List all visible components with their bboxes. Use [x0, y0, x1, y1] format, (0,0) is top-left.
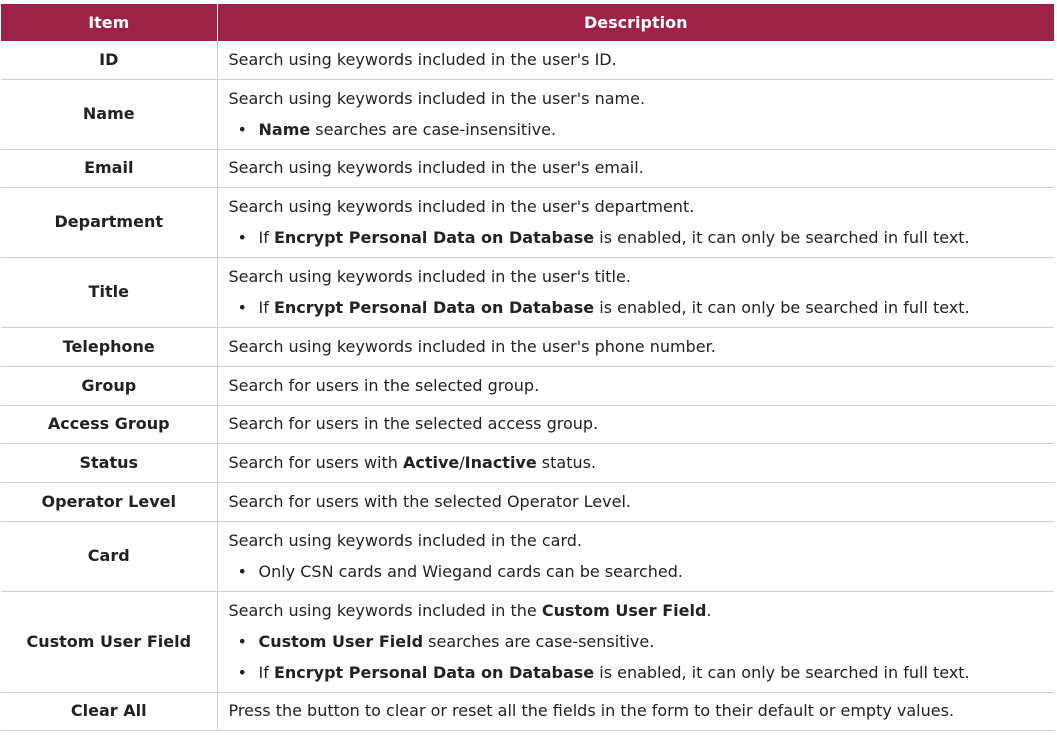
- bullet-icon: •: [237, 227, 247, 247]
- description-text: [229, 50, 1049, 70]
- text-segment: .: [706, 600, 712, 620]
- text-segment: If: [258, 662, 274, 682]
- table-row: [1, 327, 1054, 366]
- note-list: [229, 562, 1049, 582]
- description-text: [229, 601, 1049, 621]
- text-segment: /: [459, 452, 465, 472]
- text-segment: Search using keywords included in the card.: [228, 530, 582, 550]
- bullet-icon: •: [237, 631, 247, 651]
- table-row: [1, 366, 1054, 405]
- item-cell: Title: [1, 257, 217, 327]
- text-segment: Search using keywords included in the user's department.: [228, 196, 695, 216]
- description-cell: [217, 41, 1054, 79]
- emphasis-text: Active: [403, 452, 460, 472]
- table-row: [1, 591, 1054, 692]
- text-segment: Search using keywords included in the user's phone number.: [228, 336, 716, 356]
- text-segment: Search for users with: [228, 452, 403, 472]
- item-cell: Department: [1, 187, 217, 257]
- description-cell: [217, 366, 1054, 405]
- emphasis-text: Custom User Field: [541, 600, 707, 620]
- text-segment: status.: [536, 452, 597, 472]
- text-segment: If: [258, 297, 274, 317]
- column-header-item: Item: [1, 4, 217, 41]
- table-row: [1, 187, 1054, 257]
- description-cell: [217, 187, 1054, 257]
- description-text: [229, 453, 1049, 473]
- item-cell: ID: [1, 41, 217, 79]
- search-options-table: [1, 4, 1054, 731]
- table-header: [1, 4, 1054, 41]
- emphasis-text: Inactive: [464, 452, 537, 472]
- text-segment: Search for users with the selected Operator Level.: [228, 491, 631, 511]
- item-cell: Email: [1, 149, 217, 187]
- table-row: [1, 521, 1054, 591]
- description-text: [229, 89, 1049, 109]
- text-segment: is enabled, it can only be searched in full text.: [594, 662, 970, 682]
- bullet-icon: •: [237, 297, 247, 317]
- note-item: [229, 228, 1049, 248]
- description-text: [229, 531, 1049, 551]
- text-segment: is enabled, it can only be searched in full text.: [594, 227, 970, 247]
- emphasis-text: Custom User Field: [258, 631, 424, 651]
- table-body: [1, 41, 1054, 730]
- description-text: [229, 337, 1049, 357]
- note-list: [229, 298, 1049, 318]
- emphasis-text: Encrypt Personal Data on Database: [273, 227, 595, 247]
- emphasis-text: Encrypt Personal Data on Database: [273, 662, 595, 682]
- text-segment: Press the button to clear or reset all the fields in the form to their default or empty values.: [228, 701, 955, 720]
- description-text: [229, 414, 1049, 434]
- text-segment: If: [258, 227, 274, 247]
- description-text: [229, 701, 1049, 721]
- note-item: [229, 120, 1049, 140]
- description-cell: [217, 79, 1054, 149]
- text-segment: searches are case-insensitive.: [310, 119, 557, 139]
- description-text: [229, 376, 1049, 396]
- text-segment: is enabled, it can only be searched in full text.: [594, 297, 970, 317]
- note-item: [229, 632, 1049, 652]
- item-cell: Clear All: [1, 692, 217, 730]
- item-cell: Status: [1, 443, 217, 482]
- description-cell: [217, 405, 1054, 443]
- bullet-icon: •: [237, 662, 247, 682]
- table-row: [1, 443, 1054, 482]
- item-cell: Card: [1, 521, 217, 591]
- table-row: [1, 41, 1054, 79]
- description-cell: [217, 149, 1054, 187]
- note-item: [229, 562, 1049, 582]
- description-cell: [217, 443, 1054, 482]
- text-segment: Search using keywords included in the user's name.: [228, 88, 646, 108]
- item-cell: Name: [1, 79, 217, 149]
- text-segment: Search using keywords included in the user's title.: [228, 266, 631, 286]
- item-cell: Group: [1, 366, 217, 405]
- note-list: [229, 632, 1049, 683]
- description-text: [229, 267, 1049, 287]
- description-cell: [217, 591, 1054, 692]
- note-list: [229, 120, 1049, 140]
- text-segment: Search using keywords included in the: [228, 600, 542, 620]
- table-row: [1, 692, 1054, 730]
- item-cell: Operator Level: [1, 482, 217, 521]
- note-item: [229, 298, 1049, 318]
- text-segment: Search using keywords included in the user's email.: [228, 158, 644, 177]
- description-cell: [217, 692, 1054, 730]
- table-row: [1, 257, 1054, 327]
- item-cell: Custom User Field: [1, 591, 217, 692]
- description-cell: [217, 521, 1054, 591]
- text-segment: Search for users in the selected group.: [228, 375, 540, 395]
- note-list: [229, 228, 1049, 248]
- description-cell: [217, 482, 1054, 521]
- table-row: [1, 482, 1054, 521]
- table-row: [1, 405, 1054, 443]
- text-segment: Search using keywords included in the user's ID.: [228, 49, 617, 69]
- description-text: [229, 492, 1049, 512]
- table-row: [1, 149, 1054, 187]
- text-segment: Search for users in the selected access group.: [228, 414, 599, 433]
- description-text: [229, 197, 1049, 217]
- description-cell: [217, 257, 1054, 327]
- description-text: [229, 158, 1049, 178]
- bullet-icon: •: [237, 561, 247, 581]
- emphasis-text: Name: [258, 119, 311, 139]
- header-row: [1, 4, 1054, 41]
- item-cell: Telephone: [1, 327, 217, 366]
- bullet-icon: •: [237, 119, 247, 139]
- column-header-description: Description: [217, 4, 1054, 41]
- note-item: [229, 663, 1049, 683]
- emphasis-text: Encrypt Personal Data on Database: [273, 297, 595, 317]
- text-segment: Only CSN cards and Wiegand cards can be searched.: [258, 561, 684, 581]
- description-cell: [217, 327, 1054, 366]
- item-cell: Access Group: [1, 405, 217, 443]
- text-segment: searches are case-sensitive.: [423, 631, 655, 651]
- table-row: [1, 79, 1054, 149]
